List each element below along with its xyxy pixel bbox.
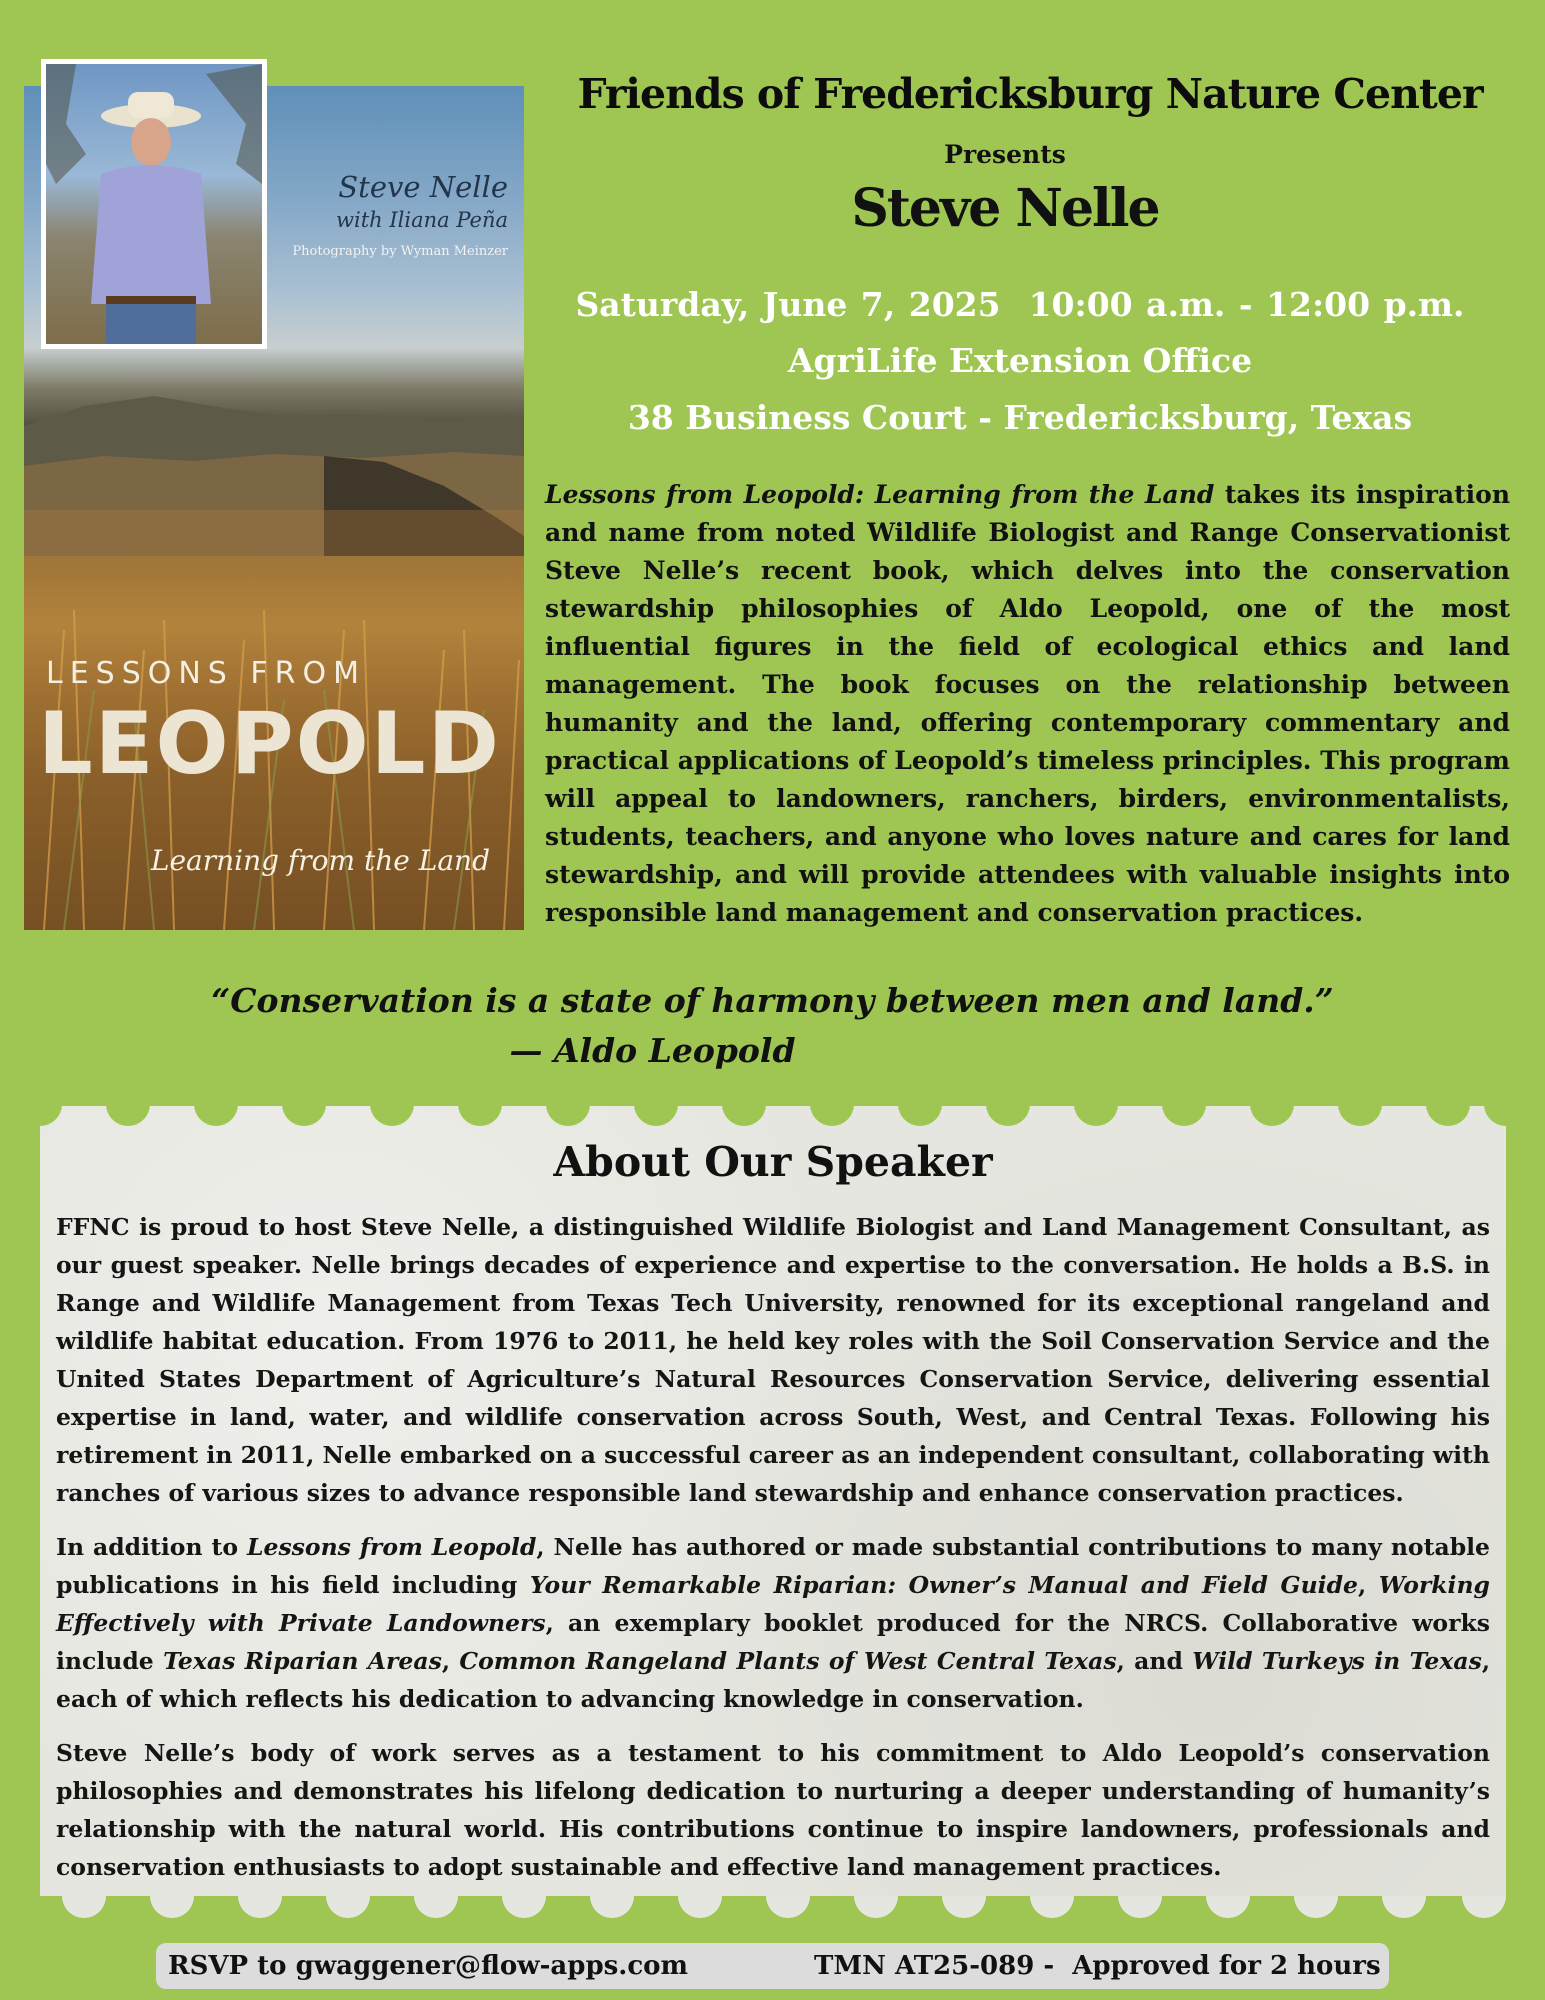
tmn-approval: TMN AT25-089 - Approved for 2 hours: [814, 1951, 1381, 1981]
about-paragraph-3: Steve Nelle’s body of work serves as a testament to his commitment to Aldo Leopold’s conservation philosophies and demonstrates his lifelong dedication to nurturing a deeper understanding of humanity’s relationship with the natural world. His contributions continue to inspire landowners, professionals and conservation enthusiasts to adopt sustainable and effective land management practices.: [56, 1739, 1490, 1881]
p2-text: , Nelle has authored or made substantial contributions to many notable publications in his field including: [56, 1533, 1491, 1599]
cover-author-block: [292, 170, 508, 259]
p2-book-title: Your Remarkable Riparian: Owner’s Manual and Field Guide: [529, 1571, 1358, 1599]
description-text: takes its inspiration and name from noted Wildlife Biologist and Range Conservationist Steve Nelle’s recent book, which delves into the conservation stewardship philosophies of Aldo Leopold, one of the most influential figures in the field of ecological ethics and land management. The book focuses on the relationship between humanity and the land, offering contemporary commentary and practical applications of Leopold’s timeless principles. This program will appeal to landowners, ranchers, birders, environmentalists, students, teachers, and anyone who loves nature and cares for land stewardship, and will provide attendees with valuable insights into responsible land management and conservation practices.: [545, 480, 1511, 927]
about-paragraph-1: FFNC is proud to host Steve Nelle, a distinguished Wildlife Biologist and Land Management Consultant, as our guest speaker. Nelle brings decades of experience and expertise to the conversation. He holds a B.S. in Range and Wildlife Management from Texas Tech University, renowned for its exceptional rangeland and wildlife habitat education. From 1976 to 2011, he held key roles with the Soil Conservation Service and the United States Department of Agriculture’s Natural Resources Conservation Service, delivering essential expertise in land, water, and wildlife conservation across South, West, and Central Texas. Following his retirement in 2011, Nelle embarked on a successful career as an independent consultant, collaborating with ranches of various sizes to advance responsible land stewardship and enhance conservation practices.: [56, 1213, 1490, 1507]
p2-book-title: Texas Riparian Areas: [163, 1647, 442, 1675]
rsvp-email[interactable]: RSVP to gwaggener@flow-apps.com: [168, 1951, 689, 1981]
footer-bar: [156, 1943, 1389, 1989]
p2-text: In addition to: [56, 1533, 247, 1561]
event-time: 10:00 a.m. - 12:00 p.m.: [1028, 285, 1465, 324]
speaker-figure-illustration: [46, 64, 262, 344]
p2-text: , and: [1116, 1647, 1193, 1675]
event-date-time: [540, 285, 1500, 324]
event-address: 38 Business Court - Fredericksburg, Texas: [627, 398, 1413, 437]
p2-text: ,: [441, 1647, 460, 1675]
scallop-edge-top: [40, 1104, 1506, 1128]
p2-text: , an exemplary booklet produced for the NRCS. Collaborative works include: [56, 1609, 1490, 1675]
quote-attribution: — Aldo Leopold: [509, 1031, 796, 1070]
event-venue: AgriLife Extension Office: [787, 341, 1253, 380]
organization-name: Friends of Fredericksburg Nature Center: [577, 70, 1483, 118]
book-title: Lessons from Leopold: Learning from the Land: [545, 480, 1215, 509]
about-body: [56, 1208, 1490, 1902]
cover-title-line1: LESSONS FROM: [46, 656, 366, 691]
about-title: About Our Speaker: [553, 1138, 993, 1186]
leopold-quote: [0, 976, 1545, 1076]
quote-text: “Conservation is a state of harmony between men and land.”: [211, 981, 1334, 1020]
p2-book-title: Working Effectively with Private Landowners: [56, 1571, 1490, 1637]
p2-book-title: Lessons from Leopold: [246, 1533, 537, 1561]
program-description: [545, 476, 1510, 932]
p2-text: , each of which reflects his dedication to advancing knowledge in conservation.: [56, 1647, 1490, 1713]
speaker-photo: [41, 59, 267, 349]
cover-subtitle: Learning from the Land: [150, 844, 490, 877]
presents-label: Presents: [944, 140, 1066, 169]
p2-book-title: Common Rangeland Plants of West Central Texas: [459, 1647, 1117, 1675]
cover-author: Steve Nelle: [338, 170, 508, 204]
speaker-name: Steve Nelle: [851, 178, 1159, 239]
cover-photography-credit: Photography by Wyman Meinzer: [292, 244, 508, 259]
cover-coauthor: with Iliana Peña: [336, 208, 508, 232]
event-date: Saturday, June 7, 2025: [575, 285, 1001, 324]
p2-text: ,: [1357, 1571, 1379, 1599]
p2-book-title: Wild Turkeys in Texas: [1192, 1647, 1482, 1675]
about-paragraph-2: [56, 1528, 1490, 1718]
cover-title-line2: LEOPOLD: [38, 694, 501, 794]
